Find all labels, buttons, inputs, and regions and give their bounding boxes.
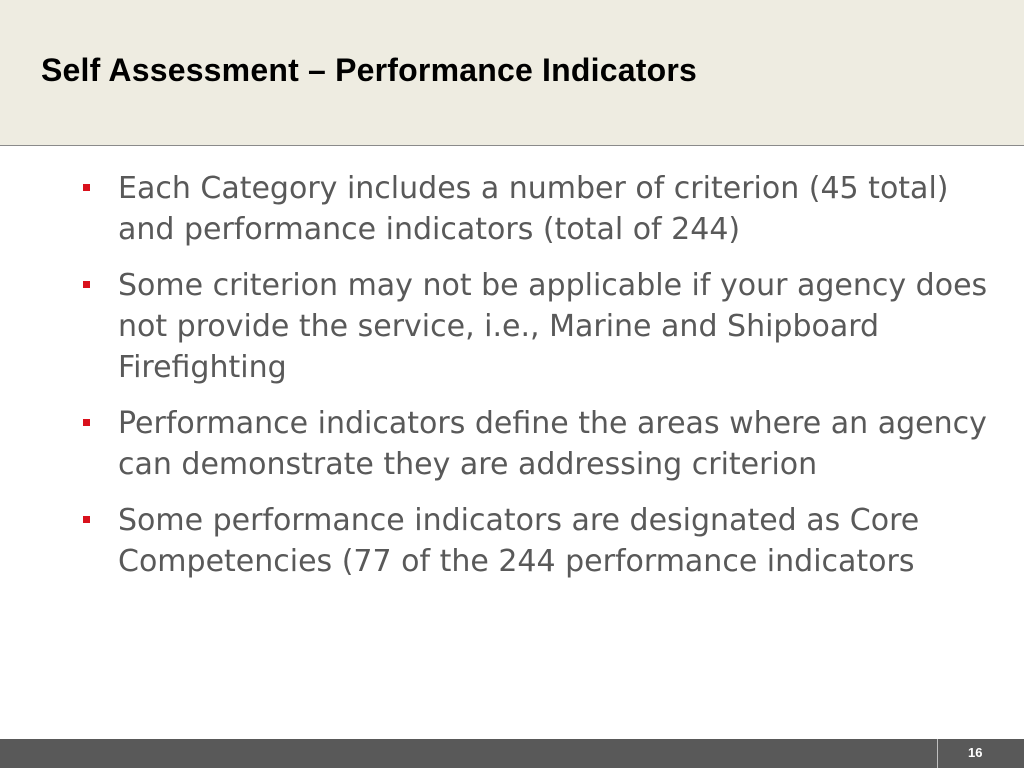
square-bullet-icon [83,281,90,288]
bullet-text: Each Category includes a number of criterion (45 total) and performance indicators (total of 244) [118,171,949,247]
bullet-item [80,500,1000,582]
bullet-item [80,265,1000,388]
footer-divider [937,739,938,768]
slide-footer [0,739,1024,768]
slide-title: Self Assessment – Performance Indicators [41,52,697,88]
slide-header [0,0,1024,146]
square-bullet-icon [83,516,90,523]
bullet-text: Some criterion may not be applicable if your agency does not provide the service, i.e., Marine and Shipboard Firefighting [118,268,988,385]
page-number: 16 [968,745,983,760]
bullet-text: Some performance indicators are designated as Core Competencies (77 of the 244 performance indicators [118,503,920,579]
bullet-item [80,168,1000,250]
bullet-text: Performance indicators define the areas where an agency can demonstrate they are addressing criterion [118,406,987,482]
square-bullet-icon [83,419,90,426]
bullet-item [80,403,1000,485]
square-bullet-icon [83,184,90,191]
bullet-list [80,168,1000,597]
